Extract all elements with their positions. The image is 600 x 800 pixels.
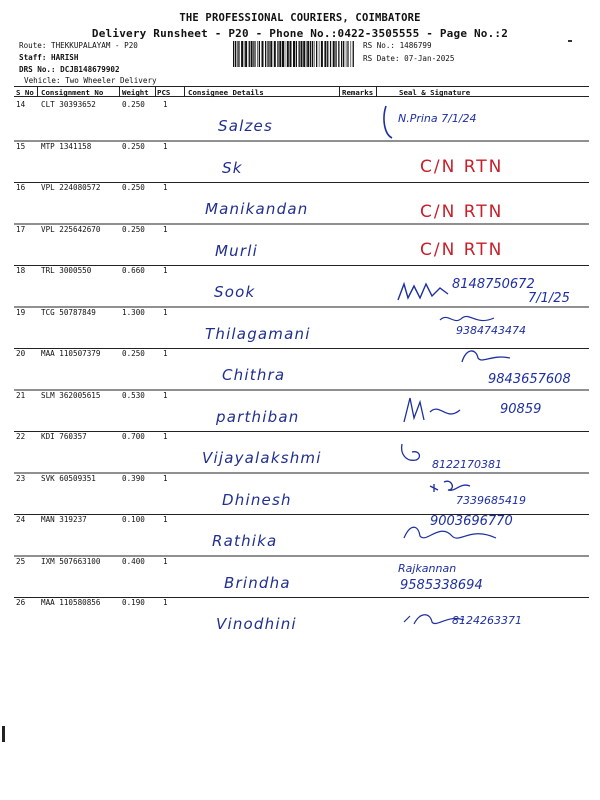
row-pcs: 1 bbox=[163, 266, 168, 275]
row-sno: 21 bbox=[16, 390, 26, 400]
phone-r26: 8124263371 bbox=[452, 614, 522, 627]
row-sno: 15 bbox=[16, 141, 26, 151]
barcode-bar bbox=[238, 41, 239, 67]
phone-r18: 8148750672 bbox=[452, 277, 535, 292]
row-sno: 26 bbox=[16, 598, 26, 607]
phone-r22: 8122170381 bbox=[432, 458, 502, 471]
barcode-bar bbox=[279, 41, 281, 67]
row-pcs: 1 bbox=[163, 556, 168, 566]
row-consignment-no: TCG 50787849 bbox=[41, 307, 96, 317]
row-weight: 0.660 bbox=[122, 266, 145, 275]
route-label: Route: THEKKUPALAYAM - P20 bbox=[19, 41, 138, 50]
barcode-bar bbox=[333, 41, 335, 67]
signature-scribble-r20 bbox=[456, 346, 516, 368]
barcode-bar bbox=[335, 41, 336, 67]
row-pcs: 1 bbox=[163, 224, 168, 234]
staff-label: Staff: HARISH bbox=[19, 53, 79, 62]
barcode-bar bbox=[343, 41, 344, 67]
barcode-bar bbox=[285, 41, 286, 67]
barcode-bar bbox=[347, 41, 348, 67]
row-pcs: 1 bbox=[163, 307, 168, 317]
row-weight: 0.250 bbox=[122, 349, 145, 358]
barcode-bar bbox=[268, 41, 269, 67]
vehicle-label: Vehicle: Two Wheeler Delivery bbox=[24, 76, 157, 85]
remark-r17-cn-rtn: C/N RTN bbox=[420, 240, 504, 260]
barcode-bar bbox=[235, 41, 236, 67]
barcode-bar bbox=[262, 41, 264, 67]
row-pcs: 1 bbox=[163, 390, 168, 400]
company-name: THE PROFESSIONAL COURIERS, COIMBATORE bbox=[179, 12, 421, 24]
row-pcs: 1 bbox=[163, 349, 168, 358]
runsheet-title: Delivery Runsheet - P20 - Phone No.:0422-3505555 - Page No.:2 bbox=[91, 27, 509, 40]
barcode-bar bbox=[341, 41, 342, 67]
row-consignment-no: SLM 362005615 bbox=[41, 390, 101, 400]
barcode-bar bbox=[287, 41, 289, 67]
row-consignment-no: KDI 760357 bbox=[41, 432, 87, 441]
row-consignee-name: Thilagamani bbox=[205, 324, 311, 343]
row-weight: 0.250 bbox=[122, 183, 145, 192]
barcode-bar bbox=[267, 41, 268, 67]
row-consignment-no: MTP 1341158 bbox=[41, 141, 92, 151]
row-sno: 17 bbox=[16, 224, 26, 234]
barcode-bar bbox=[353, 41, 354, 67]
row-sno: 19 bbox=[16, 307, 26, 317]
col-header-remarks: Remarks bbox=[342, 88, 374, 97]
remark-r15-cn-rtn: C/N RTN bbox=[420, 157, 504, 177]
col-header-consignment: Consignment No bbox=[41, 88, 104, 97]
signature-scribble-r18 bbox=[396, 280, 456, 304]
row-pcs: 1 bbox=[163, 473, 168, 483]
phone-r19: 9384743474 bbox=[456, 324, 526, 337]
scan-mark bbox=[568, 40, 572, 42]
row-consignee-name: Dhinesh bbox=[222, 490, 292, 509]
row-weight: 0.400 bbox=[122, 556, 145, 566]
row-consignee-name: Sk bbox=[222, 158, 243, 177]
barcode-bar bbox=[330, 41, 331, 67]
row-consignee-name: Brindha bbox=[224, 573, 291, 592]
row-pcs: 1 bbox=[163, 141, 168, 151]
row-pcs: 1 bbox=[163, 183, 168, 192]
drs-number: DRS No.: DCJB148679902 bbox=[19, 65, 120, 74]
date-r18: 7/1/25 bbox=[528, 291, 570, 306]
row-weight: 0.250 bbox=[122, 141, 145, 151]
rs-number: RS No.: 1486799 bbox=[363, 41, 432, 50]
barcode-bar bbox=[293, 41, 295, 67]
rs-date: RS Date: 07-Jan-2025 bbox=[363, 54, 455, 63]
row-weight: 0.250 bbox=[122, 224, 145, 234]
row-consignee-name: Chithra bbox=[222, 366, 286, 384]
row-consignee-name: Vinodhini bbox=[216, 615, 297, 633]
row-consignment-no: VPL 224080572 bbox=[41, 183, 101, 192]
signature-r14: N.Prina 7/1/24 bbox=[398, 112, 477, 125]
row-weight: 1.300 bbox=[122, 307, 145, 317]
phone-r21: 90859 bbox=[500, 402, 542, 417]
barcode-bar bbox=[327, 41, 328, 67]
scan-mark bbox=[2, 726, 5, 742]
barcode-bar bbox=[257, 41, 258, 67]
barcode-bar bbox=[237, 41, 238, 67]
row-weight: 0.100 bbox=[122, 515, 145, 524]
barcode-bar bbox=[253, 41, 254, 67]
barcode-bar bbox=[310, 41, 311, 67]
col-header-consignee: Consignee Details bbox=[188, 88, 264, 97]
row-sno: 25 bbox=[16, 556, 26, 566]
row-pcs: 1 bbox=[163, 598, 168, 607]
row-consignment-no: SVK 60509351 bbox=[41, 473, 96, 483]
barcode-bar bbox=[303, 41, 305, 67]
row-consignment-no: MAA 110580856 bbox=[41, 598, 101, 607]
row-consignment-no: CLT 30393652 bbox=[41, 100, 96, 109]
col-header-signature: Seal & Signature bbox=[399, 88, 471, 97]
row-consignment-no: TRL 3000550 bbox=[41, 266, 92, 275]
row-weight: 0.700 bbox=[122, 432, 145, 441]
col-header-sno: S No bbox=[16, 88, 34, 97]
barcode-bar bbox=[321, 41, 323, 67]
barcode-bar bbox=[270, 41, 272, 67]
barcode-bar bbox=[351, 41, 352, 67]
phone-r20: 9843657608 bbox=[488, 372, 571, 387]
row-sno: 14 bbox=[16, 100, 26, 109]
barcode-bar bbox=[249, 41, 250, 67]
row-weight: 0.250 bbox=[122, 100, 145, 109]
barcode-bar bbox=[324, 41, 326, 67]
barcode-bar bbox=[282, 41, 284, 67]
phone-r24: 9003696770 bbox=[430, 514, 513, 529]
phone-r25: 9585338694 bbox=[400, 578, 483, 593]
barcode-bar bbox=[299, 41, 300, 67]
row-sno: 16 bbox=[16, 183, 26, 192]
remark-r16-cn-rtn: C/N RTN bbox=[420, 202, 504, 222]
barcode-bar bbox=[348, 41, 349, 67]
barcode bbox=[233, 41, 355, 67]
barcode-bar bbox=[274, 41, 276, 67]
row-sno: 24 bbox=[16, 515, 26, 524]
barcode-bar bbox=[233, 41, 234, 67]
barcode-bar bbox=[314, 41, 315, 67]
barcode-bar bbox=[255, 41, 256, 67]
row-consignee-name: Vijayalakshmi bbox=[202, 449, 322, 467]
signature-scribble-r23 bbox=[426, 476, 476, 496]
row-consignee-name: parthiban bbox=[216, 407, 300, 426]
barcode-bar bbox=[301, 41, 303, 67]
barcode-bar bbox=[259, 41, 260, 67]
row-consignee-name: Murli bbox=[215, 241, 258, 260]
row-consignment-no: MAN 319237 bbox=[41, 515, 87, 524]
row-consignee-name: Manikandan bbox=[205, 200, 309, 218]
row-consignee-name: Salzes bbox=[218, 117, 273, 135]
row-sno: 20 bbox=[16, 349, 26, 358]
barcode-bar bbox=[319, 41, 320, 67]
barcode-bar bbox=[244, 41, 245, 67]
col-header-weight: Weight bbox=[122, 88, 149, 97]
barcode-bar bbox=[338, 41, 339, 67]
row-sno: 18 bbox=[16, 266, 26, 275]
row-consignee-name: Rathika bbox=[212, 532, 278, 550]
barcode-bar bbox=[312, 41, 313, 67]
barcode-bar bbox=[316, 41, 317, 67]
row-consignee-name: Sook bbox=[214, 283, 256, 301]
barcode-bar bbox=[296, 41, 297, 67]
row-consignment-no: VPL 225642670 bbox=[41, 224, 101, 234]
row-weight: 0.390 bbox=[122, 473, 145, 483]
signature-scribble-r21 bbox=[400, 392, 490, 428]
row-pcs: 1 bbox=[163, 100, 168, 109]
phone-r23: 7339685419 bbox=[456, 494, 526, 507]
barcode-bar bbox=[245, 41, 247, 67]
row-weight: 0.530 bbox=[122, 390, 145, 400]
barcode-bar bbox=[277, 41, 278, 67]
row-consignment-no: IXM 507663100 bbox=[41, 556, 101, 566]
row-pcs: 1 bbox=[163, 515, 168, 524]
signature-scribble-r22 bbox=[398, 440, 428, 466]
row-pcs: 1 bbox=[163, 432, 168, 441]
barcode-bar bbox=[307, 41, 309, 67]
row-sno: 23 bbox=[16, 473, 26, 483]
row-weight: 0.190 bbox=[122, 598, 145, 607]
col-header-pcs: PCS bbox=[157, 88, 171, 97]
barcode-bar bbox=[306, 41, 307, 67]
barcode-bar bbox=[290, 41, 292, 67]
name-r25: Rajkannan bbox=[398, 562, 457, 575]
barcode-bar bbox=[265, 41, 266, 67]
barcode-bar bbox=[251, 41, 253, 67]
barcode-bar bbox=[346, 41, 347, 67]
row-sno: 22 bbox=[16, 432, 26, 441]
barcode-bar bbox=[241, 41, 243, 67]
row-consignment-no: MAA 110507379 bbox=[41, 349, 101, 358]
